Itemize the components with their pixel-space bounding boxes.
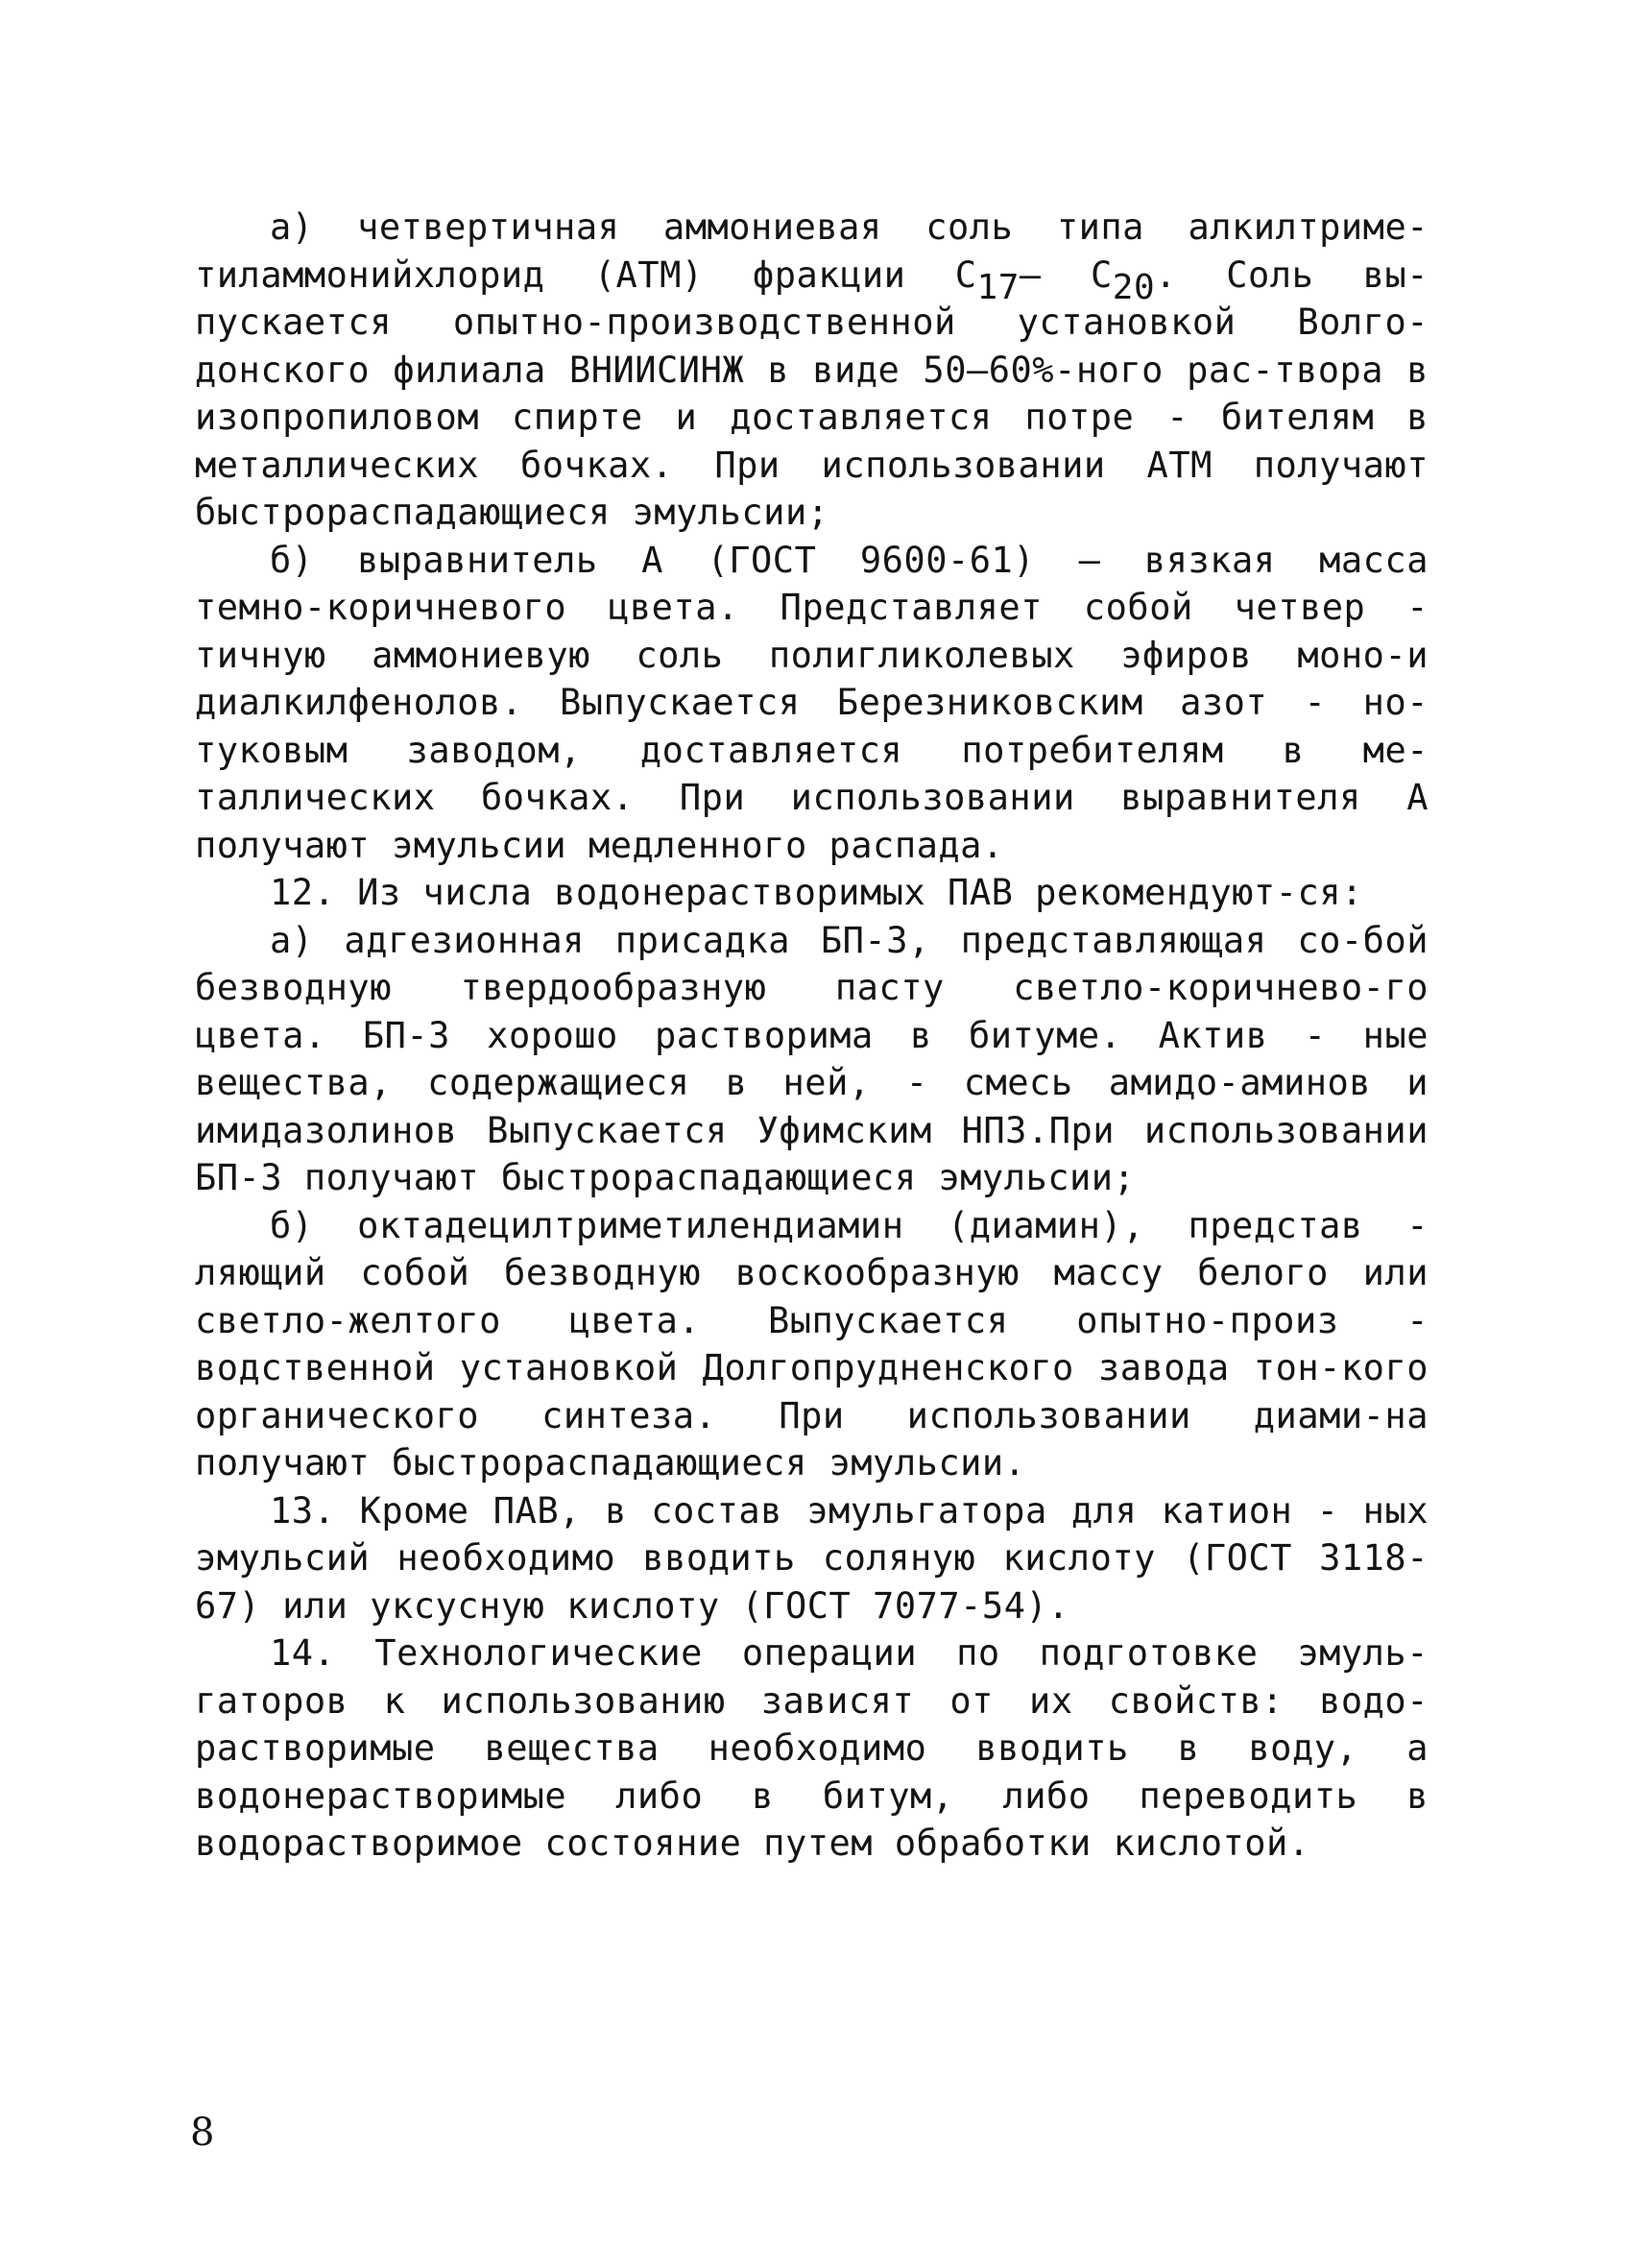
paragraph-atm — [195, 204, 1429, 537]
body-text — [195, 204, 1429, 1868]
page-number: 8 — [190, 2111, 215, 2155]
paragraph-item-14: 14. Технологические операции по подготовке эмуль-гаторов к использованию зависят от их свойств: водо-растворимые вещества необходимо вводить в воду, а водонерастворимые либо в битум, либо переводить в водорастворимое состояние путем обработки кислотой. — [195, 1632, 1429, 1864]
paragraph-item-13: 13. Кроме ПАВ, в состав эмульгатора для катион - ных эмульсий необходимо вводить соляную кислоту (ГОСТ 3118-67) или уксусную кислоту (ГОСТ 7077-54). — [195, 1489, 1429, 1627]
subscript-c17: 17 — [976, 267, 1020, 307]
paragraph-atm-text-mid: – С — [1019, 253, 1113, 296]
subscript-c20: 20 — [1112, 267, 1156, 307]
paragraph-item-12: 12. Из числа водонерастворимых ПАВ рекомендуют-ся: — [270, 872, 1363, 913]
paragraph-diamine: б) октадецилтриметилендиамин (диамин), представ - ляющий собой безводную воскообразную массу белого или светло-желтого цвета. Выпускается опытно-произ - водственной установкой Долгопрудненского завода тон-кого органического синтеза. При использовании диами-на получают быстрораспадающиеся эмульсии. — [195, 1204, 1429, 1484]
paragraph-atm-text-end: . Соль вы-пускается опытно-производственной установкой Волго-донского филиала ВНИИСИНЖ в виде 50–60%-ного рас-твора в изопропиловом спирте и доставляется потре - бителям в металлических бочках. При использовании АТМ получают быстрораспадающиеся эмульсии; — [195, 253, 1429, 533]
paragraph-bp3: а) адгезионная присадка БП-3, представляющая со-бой безводную твердообразную пасту светло-коричнево-го цвета. БП-3 хорошо растворима в битуме. Актив - ные вещества, содержащиеся в ней, - смесь амидо-аминов и имидазолинов Выпускается Уфимским НПЗ.При использовании БП-3 получают быстрораспадающиеся эмульсии; — [195, 919, 1429, 1198]
paragraph-leveler-a: б) выравнитель А (ГОСТ 9600-61) – вязкая масса темно-коричневого цвета. Представляет собой четвер - тичную аммониевую соль полигликолевых эфиров моно-и диалкилфенолов. Выпускается Березниковским азот - но-туковым заводом, доставляется потребителям в ме-таллических бочках. При использовании выравнителя А получают эмульсии медленного распада. — [195, 539, 1429, 866]
paragraph-atm-text-start: а) четвертичная аммониевая соль типа алкилтриме-тиламмонийхлорид (АТМ) фракции С — [195, 206, 1429, 296]
